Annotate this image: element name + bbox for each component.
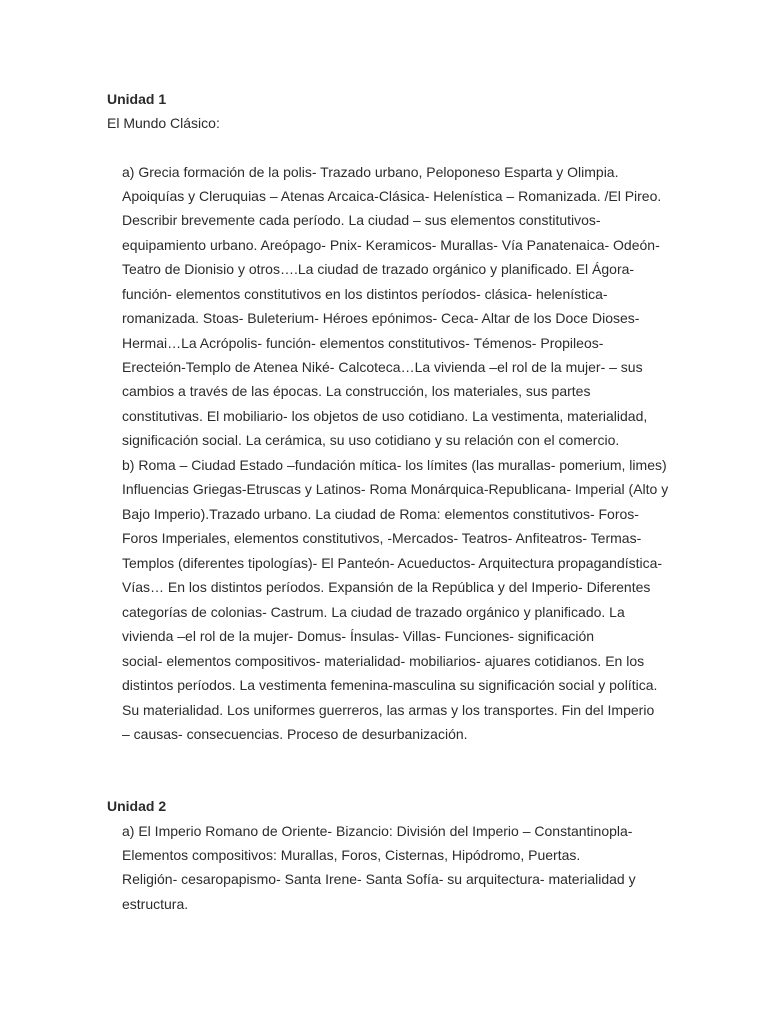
text-line: categorías de colonias- Castrum. La ciudad de trazado orgánico y planificado. La	[122, 604, 625, 620]
text-line: vivienda –el rol de la mujer- Domus- Ínsulas- Villas- Funciones- significación	[122, 628, 595, 644]
text-line: estructura.	[122, 896, 189, 912]
text-line: Religión- cesaropapismo- Santa Irene- Santa Sofía- su arquitectura- materialidad y	[122, 871, 636, 887]
text-line: Templos (diferentes tipologías)- El Panteón- Acueductos- Arquitectura propagandística-	[122, 555, 663, 571]
text-line: a) Grecia formación de la polis- Trazado urbano, Peloponeso Esparta y Olimpia.	[122, 164, 619, 180]
text-line: equipamiento urbano. Areópago- Pnix- Keramicos- Murallas- Vía Panatenaica- Odeón-	[122, 237, 660, 253]
text-line: distintos períodos. La vestimenta femenina-masculina su significación social y política.	[122, 677, 658, 693]
text-line: Influencias Griegas-Etruscas y Latinos- Roma Monárquica-Republicana- Imperial (Alto y	[122, 481, 669, 497]
text-line: Foros Imperiales, elementos constitutivos, -Mercados- Teatros- Anfiteatros- Termas-	[122, 530, 642, 546]
unidad-2-heading: Unidad 2	[107, 798, 167, 814]
text-line: cambios a través de las épocas. La construcción, los materiales, sus partes	[122, 383, 591, 399]
text-line: Erecteión-Templo de Atenea Niké- Calcoteca…La vivienda –el rol de la mujer- – sus	[122, 359, 643, 375]
text-line: función- elementos constitutivos en los distintos períodos- clásica- helenística-	[122, 286, 608, 302]
text-line: a) El Imperio Romano de Oriente- Bizancio: División del Imperio – Constantinopla-	[122, 823, 633, 839]
text-line: Describir brevemente cada período. La ciudad – sus elementos constitutivos-	[122, 212, 601, 228]
text-line: Su materialidad. Los uniformes guerreros, las armas y los transportes. Fin del Imperio	[122, 702, 655, 718]
text-line: Bajo Imperio).Trazado urbano. La ciudad de Roma: elementos constitutivos- Foros-	[122, 506, 639, 522]
unidad-1-heading: Unidad 1	[107, 91, 167, 107]
text-line: Apoiquías y Cleruquias – Atenas Arcaica-Clásica- Helenística – Romanizada. /El Pireo.	[122, 188, 662, 204]
text-line: – causas- consecuencias. Proceso de desurbanización.	[122, 726, 468, 742]
text-line: b) Roma – Ciudad Estado –fundación mítica- los límites (las murallas- pomerium, limes)	[122, 457, 667, 473]
unidad-1-subtitle: El Mundo Clásico:	[107, 115, 220, 131]
text-line: significación social. La cerámica, su uso cotidiano y su relación con el comercio.	[122, 432, 620, 448]
text-line: Teatro de Dionisio y otros….La ciudad de trazado orgánico y planificado. El Ágora-	[122, 261, 635, 277]
text-line: Elementos compositivos: Murallas, Foros, Cisternas, Hipódromo, Puertas.	[122, 847, 581, 863]
text-line: Hermai…La Acrópolis- función- elementos constitutivos- Témenos- Propileos-	[122, 335, 604, 351]
text-line: social- elementos compositivos- materialidad- mobiliarios- ajuares cotidianos. En los	[122, 653, 645, 669]
text-line: romanizada. Stoas- Buleterium- Héroes epónimos- Ceca- Altar de los Doce Dioses-	[122, 310, 640, 326]
text-line: Vías… En los distintos períodos. Expansión de la República y del Imperio- Diferentes	[122, 579, 651, 595]
text-line: constitutivas. El mobiliario- los objetos de uso cotidiano. La vestimenta, materialidad,	[122, 408, 648, 424]
